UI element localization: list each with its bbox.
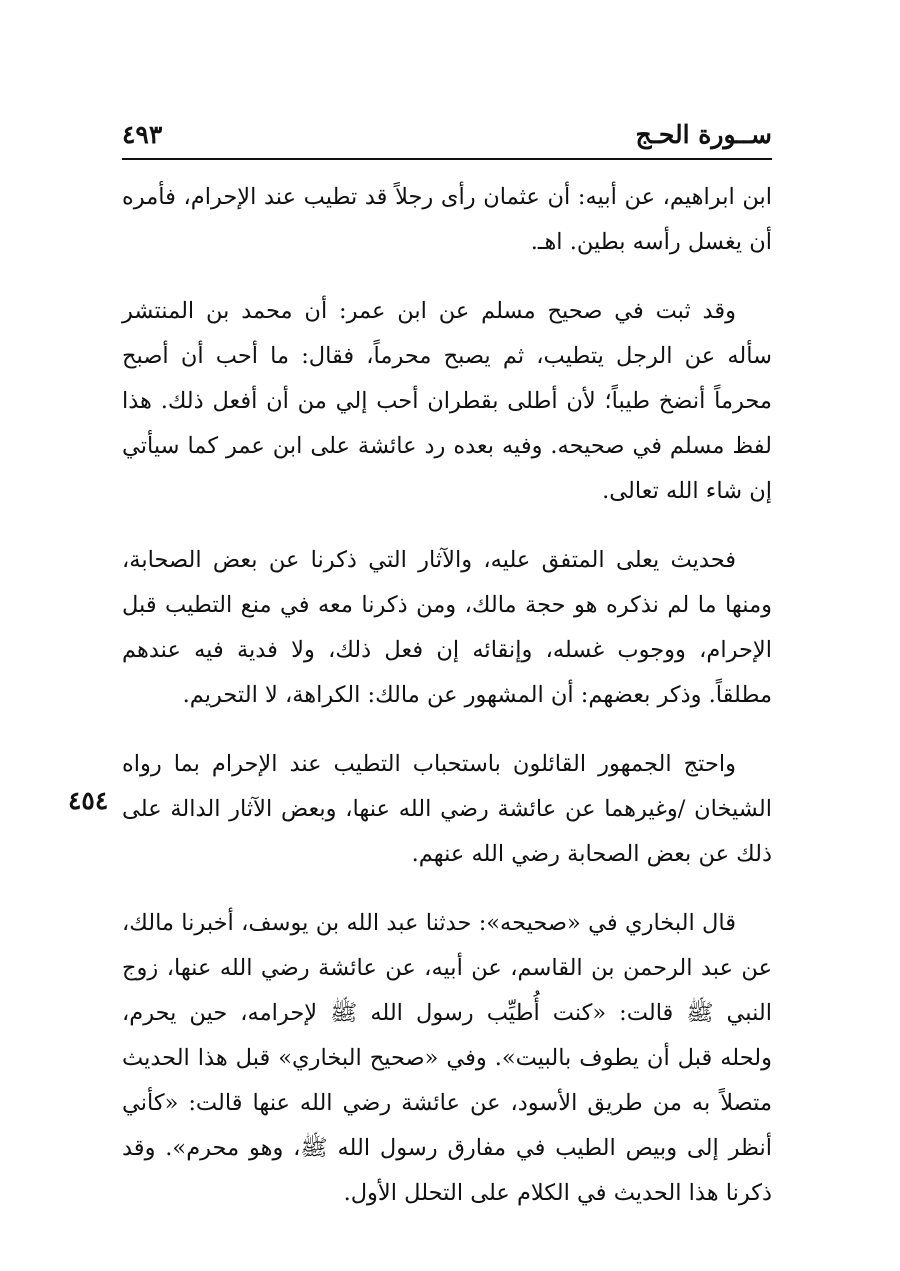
running-header: [122, 112, 772, 160]
paragraph-2: وقد ثبت في صحيح مسلم عن ابن عمر: أن محمد بن المنتشر سأله عن الرجل يتطيب، ثم يصبح محرماً، فقال: ما أحب أن أصبح محرماً أنضخ طيباً؛ لأن أطلى بقطران أحب إلي من أن أفعل ذلك. هذا لفظ مسلم في صحيحه. وفيه بعده رد عائشة على ابن عمر كما سيأتي إن شاء الله تعالى.: [122, 298, 772, 504]
paragraph-1: ابن ابراهيم، عن أبيه: أن عثمان رأى رجلاً قد تطيب عند الإحرام، فأمره أن يغسل رأسه بطين. اهـ.: [122, 184, 772, 255]
margin-page-reference: ٤٥٤: [68, 786, 109, 815]
header-divider: [122, 158, 772, 160]
paragraph-4: واحتج الجمهور القائلون باستحباب التطيب عند الإحرام بما رواه الشيخان /وغيرهما عن عائشة رضي الله عنها، وبعض الآثار الدالة على ذلك عن بعض الصحابة رضي الله عنهم.: [122, 751, 772, 867]
paragraph-3: فحديث يعلى المتفق عليه، والآثار التي ذكرنا عن بعض الصحابة، ومنها ما لم نذكره هو حجة مالك، ومن ذكرنا معه في منع التطيب قبل الإحرام، ووجوب غسله، وإنقائه إن فعل ذلك، ولا فدية فيه عندهم مطلقاً. وذكر بعضهم: أن المشهور عن مالك: الكراهة، لا التحريم.: [122, 547, 772, 708]
surah-title: ســورة الحـج: [635, 120, 772, 149]
main-text: [122, 175, 772, 1240]
paragraph-5: قال البخاري في «صحيحه»: حدثنا عبد الله بن يوسف، أخبرنا مالك، عن عبد الرحمن بن القاسم، عن أبيه، عن عائشة رضي الله عنها، زوج النبي ﷺ قالت: «كنت أُطيِّب رسول الله ﷺ لإحرامه، حين يحرم، ولحله قبل أن يطوف بالبيت». وفي «صحيح البخاري» قبل هذا الحديث متصلاً به من طريق الأسود، عن عائشة رضي الله عنها قالت: «كأني أنظر إلى وبيص الطيب في مفارق رسول الله ﷺ، وهو محرم». وقد ذكرنا هذا الحديث في الكلام على التحلل الأول.: [122, 910, 772, 1206]
page-number: ٤٩٣: [122, 120, 163, 149]
